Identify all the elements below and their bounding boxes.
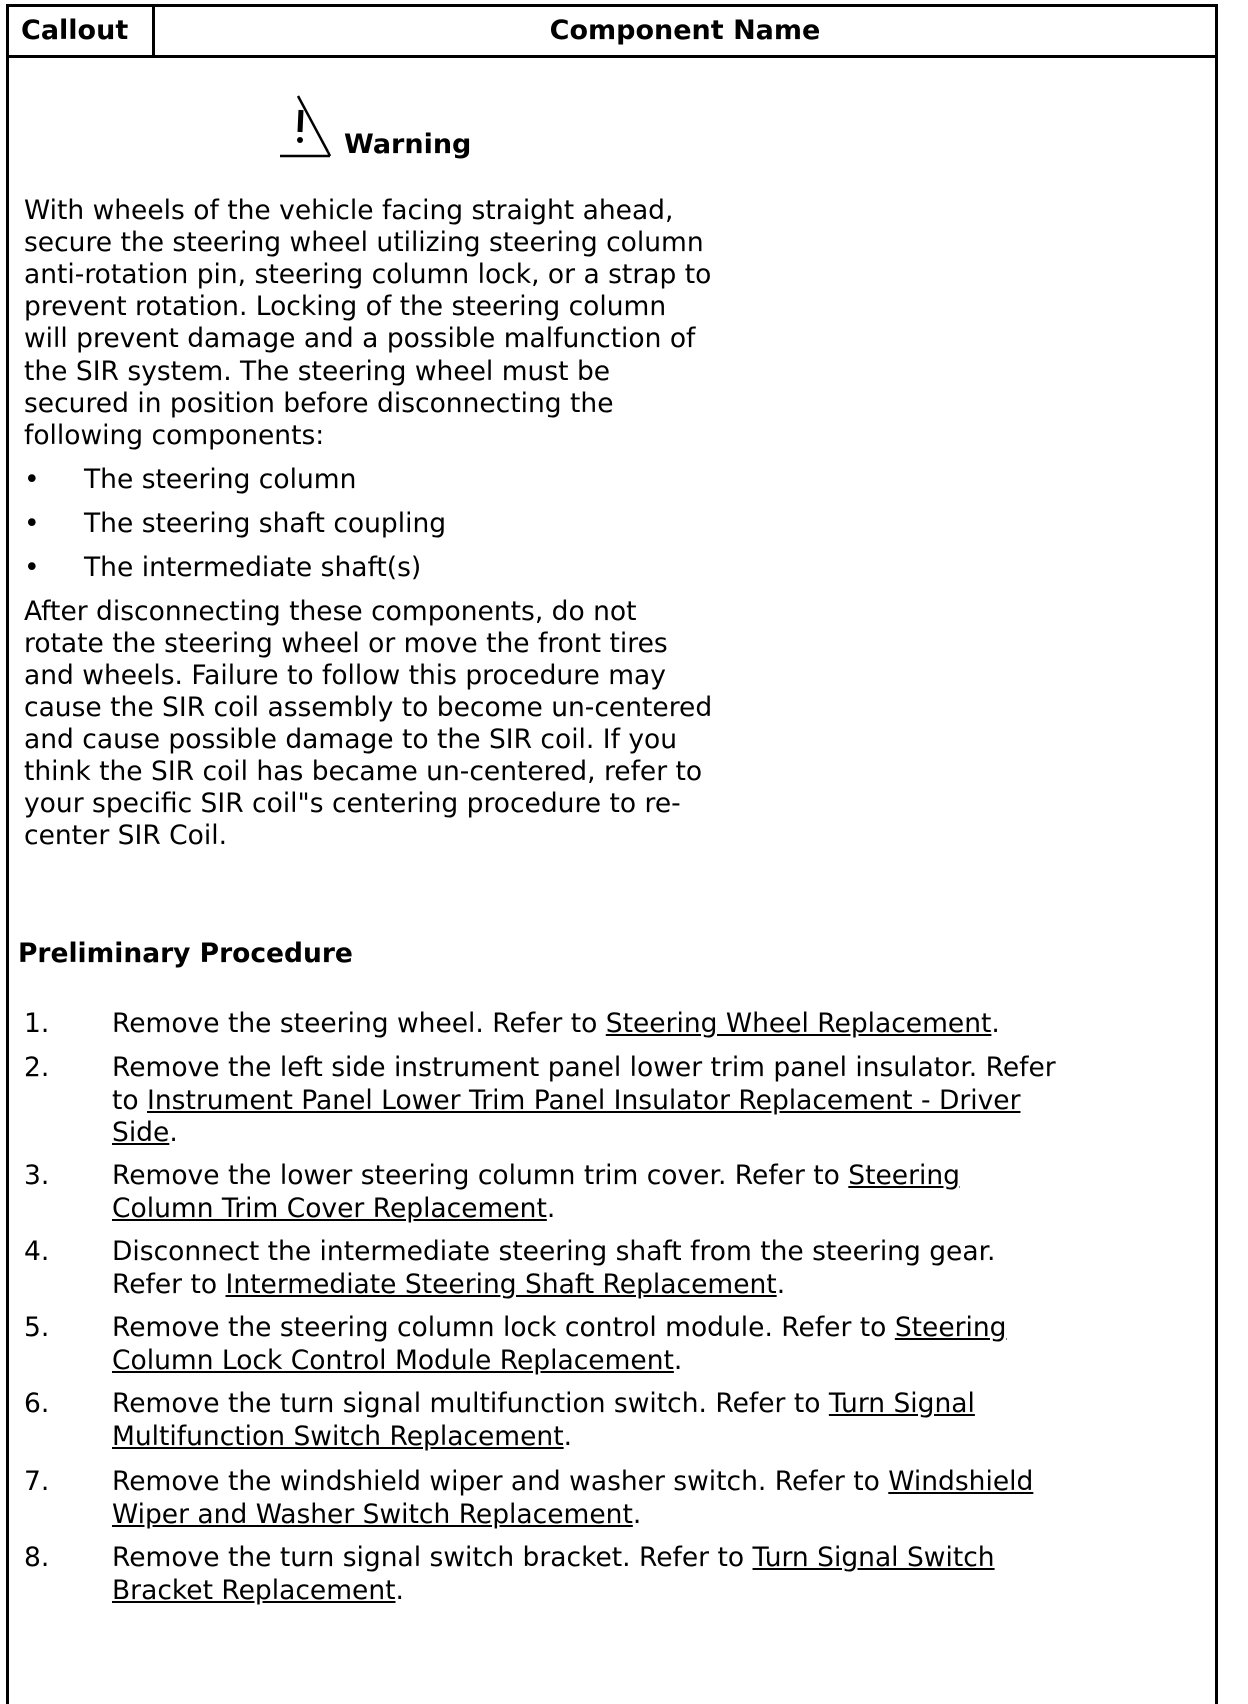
warning-heading — [278, 92, 471, 162]
step-number: 8. — [24, 1542, 50, 1573]
step-7 — [24, 1466, 1033, 1531]
turn-signal-bracket-link-cont[interactable]: Bracket Replacement — [112, 1574, 396, 1606]
step-punct: . — [632, 1498, 642, 1530]
warning-line: and wheels. Failure to follow this procedure may — [24, 660, 666, 691]
step-text: Remove the turn signal multifunction switch. Refer to — [112, 1388, 829, 1419]
ip-lower-trim-insulator-link[interactable]: Instrument Panel Lower Trim Panel Insulator Replacement - Driver — [147, 1084, 1021, 1116]
warning-title: Warning — [344, 129, 472, 160]
step-8 — [24, 1542, 995, 1607]
step-number: 5. — [24, 1312, 50, 1343]
multifunction-switch-link[interactable]: Turn Signal — [828, 1388, 975, 1419]
step-1 — [24, 1008, 1000, 1041]
step-text: Remove the steering wheel. Refer to — [112, 1008, 606, 1039]
step-punct: . — [991, 1008, 1000, 1039]
warning-line: center SIR Coil. — [24, 820, 228, 851]
warning-line: cause the SIR coil assembly to become un-centered — [24, 692, 713, 723]
step-text: Remove the windshield wiper and washer switch. Refer to — [112, 1466, 889, 1497]
component-name-header: Component Name — [549, 15, 821, 46]
step-punct: . — [546, 1192, 556, 1224]
step-number: 6. — [24, 1388, 50, 1419]
step-text: Disconnect the intermediate steering shaft from the steering gear. — [112, 1236, 996, 1267]
table-header — [6, 4, 1218, 58]
step-punct: . — [673, 1344, 683, 1376]
intermediate-shaft-link[interactable]: Intermediate Steering Shaft Replacement — [225, 1268, 777, 1300]
warning-line: think the SIR coil has became un-centered, refer to — [24, 756, 703, 787]
warning-caution-icon — [278, 92, 334, 162]
bullet-text: The intermediate shaft(s) — [84, 552, 422, 583]
warning-line: and cause possible damage to the SIR coil. If you — [24, 724, 678, 755]
step-text: Remove the turn signal switch bracket. Refer to — [112, 1542, 753, 1573]
step-2 — [24, 1052, 1056, 1150]
step-text: Refer to — [112, 1268, 226, 1300]
column-trim-cover-link-cont[interactable]: Column Trim Cover Replacement — [112, 1192, 547, 1224]
bullet-text: The steering column — [84, 464, 357, 495]
warning-line: rotate the steering wheel or move the front tires — [24, 628, 668, 659]
multifunction-switch-link-cont[interactable]: Multifunction Switch Replacement — [112, 1420, 564, 1452]
column-lock-module-link-cont[interactable]: Column Lock Control Module Replacement — [112, 1344, 674, 1376]
step-3 — [24, 1160, 960, 1225]
step-number: 3. — [24, 1160, 50, 1191]
step-number: 1. — [24, 1008, 50, 1039]
column-lock-module-link[interactable]: Steering — [894, 1312, 1007, 1343]
step-text: Remove the left side instrument panel lower trim panel insulator. Refer — [112, 1052, 1056, 1083]
step-punct: . — [395, 1574, 404, 1606]
step-number: 4. — [24, 1236, 50, 1267]
callout-header: Callout — [9, 7, 155, 55]
warning-bullet: • The steering shaft coupling — [24, 508, 447, 539]
step-punct: . — [563, 1420, 573, 1452]
warning-line: the SIR system. The steering wheel must be — [24, 356, 611, 387]
step-punct: . — [169, 1117, 178, 1148]
warning-line: your specific SIR coil"s centering procedure to re- — [24, 788, 681, 819]
warning-line: secure the steering wheel utilizing steering column — [24, 227, 704, 258]
warning-line: following components: — [24, 420, 325, 451]
warning-line: prevent rotation. Locking of the steering column — [24, 291, 667, 322]
warning-line: secured in position before disconnecting the — [24, 388, 614, 419]
step-text: to — [112, 1084, 148, 1116]
warning-bullet: • The steering column — [24, 464, 357, 495]
step-text: Remove the lower steering column trim cover. Refer to — [112, 1160, 849, 1191]
warning-line: With wheels of the vehicle facing straight ahead, — [24, 195, 674, 226]
step-number: 7. — [24, 1466, 50, 1497]
bullet-text: The steering shaft coupling — [84, 508, 447, 539]
warning-line: anti-rotation pin, steering column lock, or a strap to — [24, 259, 712, 290]
step-punct: . — [776, 1268, 786, 1300]
warning-line: will prevent damage and a possible malfunction of — [24, 323, 696, 354]
ip-lower-trim-insulator-link-cont[interactable]: Side — [112, 1117, 170, 1148]
warning-line: After disconnecting these components, do not — [24, 596, 637, 627]
step-6 — [24, 1388, 975, 1453]
column-trim-cover-link[interactable]: Steering — [848, 1160, 960, 1191]
step-4 — [24, 1236, 995, 1301]
turn-signal-bracket-link[interactable]: Turn Signal Switch — [752, 1542, 995, 1573]
step-text: Remove the steering column lock control module. Refer to — [112, 1312, 895, 1343]
wiper-washer-switch-link-cont[interactable]: Wiper and Washer Switch Replacement — [112, 1498, 633, 1530]
warning-bullet: • The intermediate shaft(s) — [24, 552, 422, 583]
steering-wheel-replacement-link[interactable]: Steering Wheel Replacement — [605, 1008, 992, 1039]
step-5 — [24, 1312, 1007, 1377]
preliminary-procedure-title: Preliminary Procedure — [18, 938, 353, 969]
wiper-washer-switch-link[interactable]: Windshield — [888, 1466, 1034, 1497]
step-number: 2. — [24, 1052, 50, 1083]
